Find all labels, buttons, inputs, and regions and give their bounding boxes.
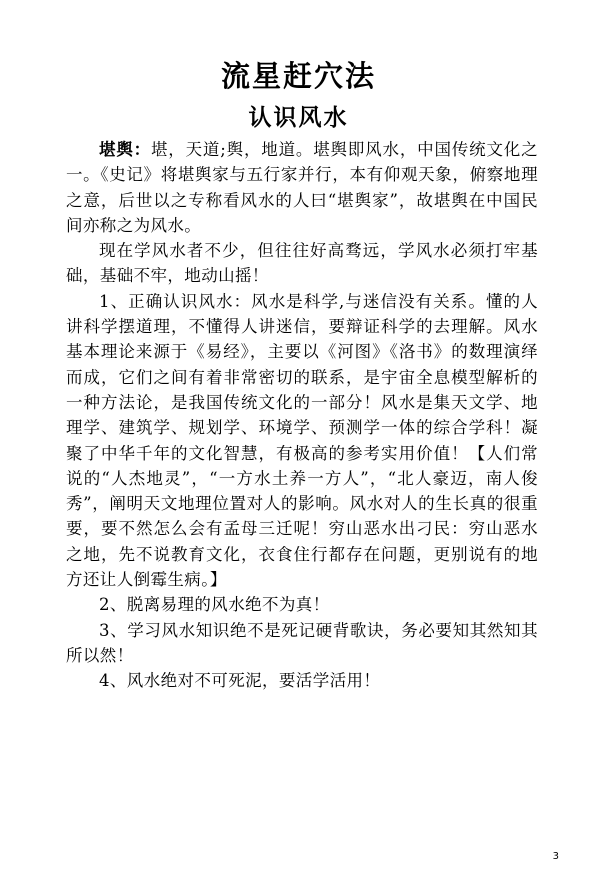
document-title: 流星赶穴法 <box>220 59 376 93</box>
paragraph-point-1 <box>66 289 538 593</box>
document-body <box>66 137 538 694</box>
paragraph-kanyu-definition <box>66 137 538 238</box>
paragraph-text: 堪，天道;舆，地道。堪舆即风水，中国传统文化之一。《史记》将堪舆家与五行家并行，本有仰观天象，俯察地理之意，后世以之专称看风水的人曰“堪舆家”，故堪舆在中国民间亦称之为风水。 <box>66 140 538 235</box>
paragraph-point-2 <box>66 592 538 617</box>
paragraph-text: 4、风水绝对不可死泥，要活学活用！ <box>99 671 381 691</box>
paragraph-text: 现在学风水者不少，但往往好高骛远，学风水必须打牢基础，基础不牢，地动山摇！ <box>66 241 538 286</box>
paragraph-text: 2、脱离易理的风水绝不为真！ <box>99 595 330 615</box>
paragraph-point-3 <box>66 618 538 669</box>
term-kanyu: 堪舆： <box>99 140 151 159</box>
paragraph-text: 1、正确认识风水：风水是科学,与迷信没有关系。懂的人讲科学摆道理，不懂得人讲迷信，要辩证科学的去理解。风水基本理论来源于《易经》，主要以《河图》《洛书》的数理演绎而成，它们之间有着非常密切的联系，是宇宙全息模型解析的一种方法论，是我国传统文化的一部分！风水是集天文学、地理学、建筑学、规划学、环境学、预测学一体的综合学科！凝聚了中华千年的文化智慧，有极高的参考实用价值！【人们常说的“人杰地灵”，“一方水土养一方人”，“北人豪迈，南人俊秀”，阐明天文地理位置对人的影响。风水对人的生长真的很重要，要不然怎么会有孟母三迁呢！穷山恶水出刁民：穷山恶水之地，先不说教育文化，衣食住行都存在问题，更别说有的地方还让人倒霉生病。】 <box>66 291 538 590</box>
paragraph-text: 3、学习风水知识绝不是死记硬背歌诀，务必要知其然知其所以然！ <box>66 620 538 665</box>
page-number: 3 <box>552 851 559 862</box>
paragraph-intro <box>66 238 538 289</box>
section-title: 认识风水 <box>248 105 349 131</box>
paragraph-point-4 <box>66 668 538 693</box>
